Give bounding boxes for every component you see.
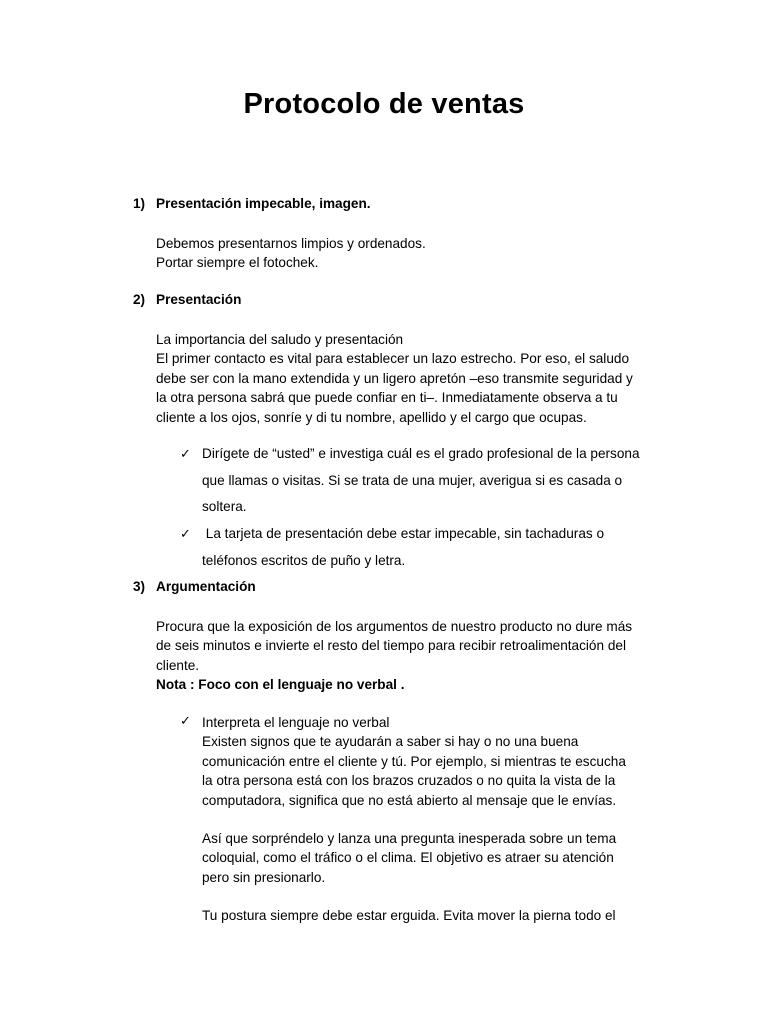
bullet-line: pero sin presionarlo. [202,869,326,885]
bullet-line: comunicación entre el cliente y tú. Por ejemplo, si mientras te escucha [202,753,626,769]
bullet-line: la otra persona está con los brazos cruzados o no quita la vista de la [202,773,616,789]
section-1-heading: Presentación impecable, imagen. [156,196,371,211]
paragraph-line: debe ser con la mano extendida y un ligero apretón –eso transmite seguridad y [156,370,633,386]
paragraph-line: El primer contacto es vital para establecer un lazo estrecho. Por eso, el saludo [156,351,630,367]
section-3-number: 3) [133,579,146,594]
paragraph-line: cliente a los ojos, sonríe y di tu nombre, apellido y el cargo que ocupas. [156,409,587,425]
paragraph-line: Procura que la exposición de los argumentos de nuestro producto no dure más [156,619,633,634]
bullet-line: Así que sorpréndelo y lanza una pregunta inesperada sobre un tema [202,831,617,846]
paragraph-line: la otra persona sabrá que puede confiar en ti–. Inmediatamente observa a tu [156,390,618,406]
bullet-line: que llamas o visitas. Si se trata de una mujer, averigua si es casada o [202,472,623,488]
bullet-line: Tu postura siempre debe estar erguida. Evita mover la pierna todo el [202,908,616,923]
bullet-line: soltera. [202,499,247,514]
bullet-line: Interpreta el lenguaje no verbal [202,715,390,730]
section-2-paragraph [156,330,633,427]
checkmark-icon: ✓ [180,526,191,541]
paragraph-line: La importancia del saludo y presentación [156,332,404,347]
bullet-line: Dirígete de “usted” e investiga cuál es el grado profesional de la persona [202,446,640,461]
checkmark-icon: ✓ [180,713,191,728]
bullet-line: Existen signos que te ayudarán a saber si hay o no una buena [202,734,579,750]
section-2-number: 2) [133,292,146,307]
bullet-paragraph [202,829,616,887]
bullet-item [202,713,626,810]
document-title: Protocolo de ventas [243,88,525,120]
bullet-line: La tarjeta de presentación debe estar impecable, sin tachaduras o [202,526,605,541]
bullet-item [202,441,640,521]
section-3-paragraph [156,617,632,695]
bullet-line: teléfonos escritos de puño y letra. [202,552,406,568]
checkmark-icon: ✓ [180,446,191,461]
section-1-paragraph [156,234,426,273]
bullet-line: computadora, significa que no está abierto al mensaje que le envías. [202,792,617,808]
section-3-heading: Argumentación [156,579,256,594]
paragraph-line: Debemos presentarnos limpios y ordenados. [156,236,426,251]
bullet-paragraph [202,906,616,925]
note-line: Nota : Foco con el lenguaje no verbal . [156,677,405,693]
paragraph-line: cliente. [156,657,200,673]
bullet-item [202,521,604,574]
paragraph-line: Portar siempre el fotochek. [156,255,319,271]
section-1-number: 1) [133,196,146,211]
paragraph-line: de seis minutos e invierte el resto del tiempo para recibir retroalimentación del [156,638,626,654]
bullet-line: coloquial, como el tráfico o el clima. El objetivo es atraer su atención [202,850,614,866]
section-2-heading: Presentación [156,292,242,307]
